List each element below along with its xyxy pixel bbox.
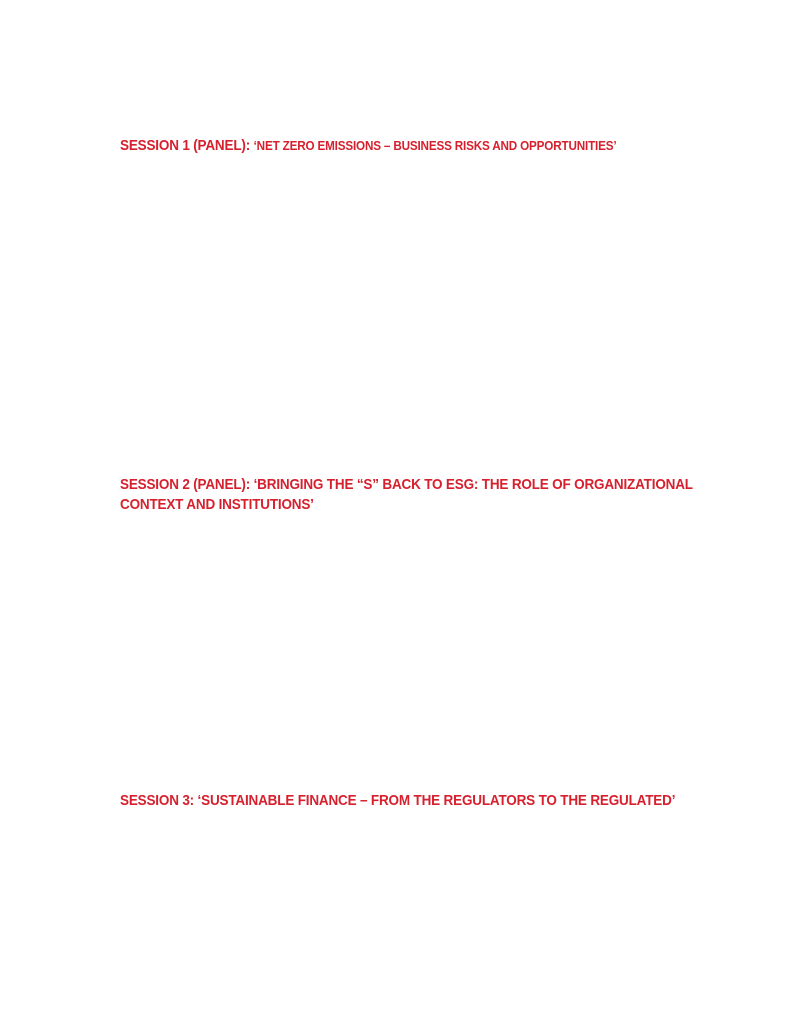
session-1-title: ‘NET ZERO EMISSIONS – BUSINESS RISKS AND OPPORTUNITIES’ xyxy=(253,138,617,153)
session-3-label: SESSION 3: xyxy=(120,792,198,809)
session-3-heading xyxy=(120,791,732,811)
session-2-heading xyxy=(120,475,732,515)
session-1-label: SESSION 1 (PANEL): xyxy=(120,137,254,154)
session-2-title: ‘BRINGING THE “S” BACK TO ESG: THE ROLE OF ORGANIZATIONAL CONTEXT AND INSTITUTIONS’ xyxy=(120,476,693,513)
session-3-title: ‘SUSTAINABLE FINANCE – FROM THE REGULATORS TO THE REGULATED’ xyxy=(197,792,676,809)
session-1-heading xyxy=(120,136,732,156)
session-2-label: SESSION 2 (PANEL): xyxy=(120,476,254,493)
